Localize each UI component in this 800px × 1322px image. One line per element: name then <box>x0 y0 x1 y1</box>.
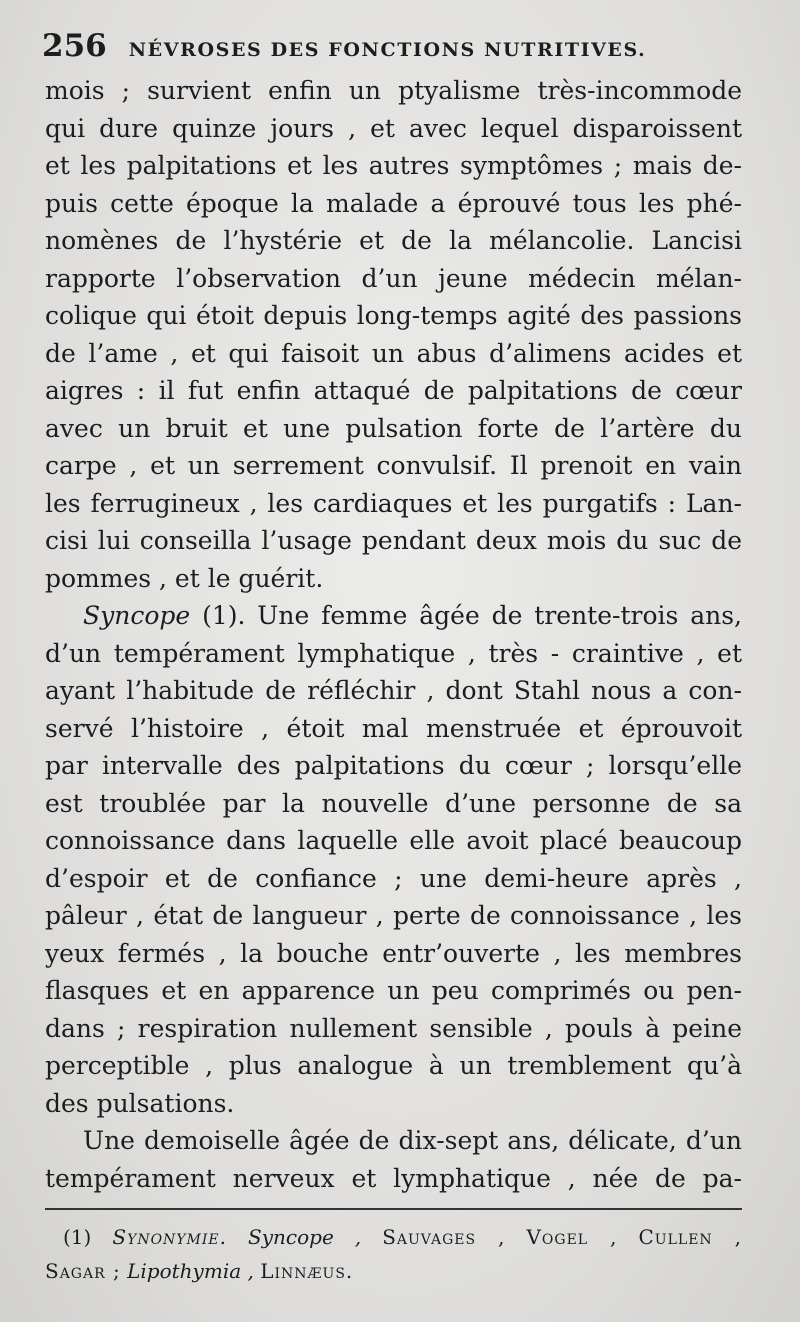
footnote-line <box>45 1220 742 1254</box>
footnote-cullen: Cullen , <box>638 1225 743 1249</box>
text-line: qui dure quinze jours , et avec lequel disparoissent <box>45 113 742 143</box>
text-line: et les palpitations et les autres symptômes ; mais de- <box>45 151 742 180</box>
footnote-synonymie: Synonymie. <box>112 1225 227 1249</box>
syncope-first-line-rest: (1). Une femme âgée de trente-trois ans, <box>190 601 742 630</box>
text-line: colique qui étoit depuis long-temps agité des passions <box>45 301 742 330</box>
footnote-sagar: Sagar ; <box>45 1259 121 1283</box>
footnote-lipothymia: Lipothymia , <box>127 1259 254 1283</box>
text-line: servé l’histoire , étoit mal menstruée et éprouvoit <box>45 713 742 743</box>
syncope-term: Syncope <box>83 601 191 630</box>
text-line: dans ; respiration nullement sensible , pouls à peine <box>45 1013 742 1043</box>
text-line: puis cette époque la malade a éprouvé tous les phé- <box>45 188 742 218</box>
text-line: mois ; survient enfin un ptyalisme très-incommode <box>45 76 742 105</box>
text-line: avec un bruit et une pulsation forte de l’artère du <box>45 413 742 443</box>
footnote-linnaeus: Linnæus. <box>260 1259 354 1283</box>
text-line: carpe , et un serrement convulsif. Il prenoit en vain <box>45 451 742 480</box>
text-line: connoissance dans laquelle elle avoit placé beaucoup <box>45 826 742 855</box>
text-line: pommes , et le guérit. <box>45 563 324 593</box>
text-line: flasques et en apparence un peu comprimés ou pen- <box>45 976 742 1005</box>
text-line: rapporte l’observation d’un jeune médecin mélan- <box>45 263 742 293</box>
text-line: des pulsations. <box>45 1088 235 1118</box>
text-line: d’espoir et de confiance ; une demi-heure après , <box>45 863 742 893</box>
running-head: NÉVROSES DES FONCTIONS NUTRITIVES. <box>128 39 647 61</box>
footnote-marker: (1) <box>63 1225 92 1249</box>
footnote-line <box>45 1254 742 1288</box>
text-line: perceptible , plus analogue à un tremblement qu’à <box>45 1051 742 1080</box>
page-number: 256 <box>42 28 107 64</box>
footnote-rule <box>45 1208 742 1210</box>
body-text <box>45 72 742 1197</box>
text-line: ayant l’habitude de réfléchir , dont Stahl nous a con- <box>45 676 742 705</box>
page-header <box>42 28 742 72</box>
text-line: Une demoiselle âgée de dix-sept ans, délicate, d’un <box>83 1126 742 1155</box>
text-line: aigres : il fut enfin attaqué de palpitations de cœur <box>45 376 742 405</box>
footnote <box>45 1220 742 1288</box>
text-line: tempérament nerveux et lymphatique , née de pa- <box>45 1163 742 1193</box>
text-line: par intervalle des palpitations du cœur ; lorsqu’elle <box>45 751 742 780</box>
footnote-syncope: Syncope , <box>248 1225 362 1249</box>
text-line: de l’ame , et qui faisoit un abus d’alimens acides et <box>45 338 742 368</box>
text-line: yeux fermés , la bouche entr’ouverte , les membres <box>45 938 742 968</box>
text-line: les ferrugineux , les cardiaques et les purgatifs : Lan- <box>45 488 742 518</box>
text-line: pâleur , état de langueur , perte de connoissance , les <box>45 901 742 930</box>
text-line: d’un tempérament lymphatique , très - craintive , et <box>45 638 742 668</box>
text-line: cisi lui conseilla l’usage pendant deux mois du suc de <box>45 526 742 555</box>
text-line: nomènes de l’hystérie et de la mélancolie. Lancisi <box>45 226 742 255</box>
footnote-sauvages: Sauvages , <box>382 1225 506 1249</box>
text-line: est troublée par la nouvelle d’une personne de sa <box>45 788 742 818</box>
footnote-vogel: Vogel , <box>526 1225 618 1249</box>
syncope-paragraph-start <box>45 597 742 635</box>
